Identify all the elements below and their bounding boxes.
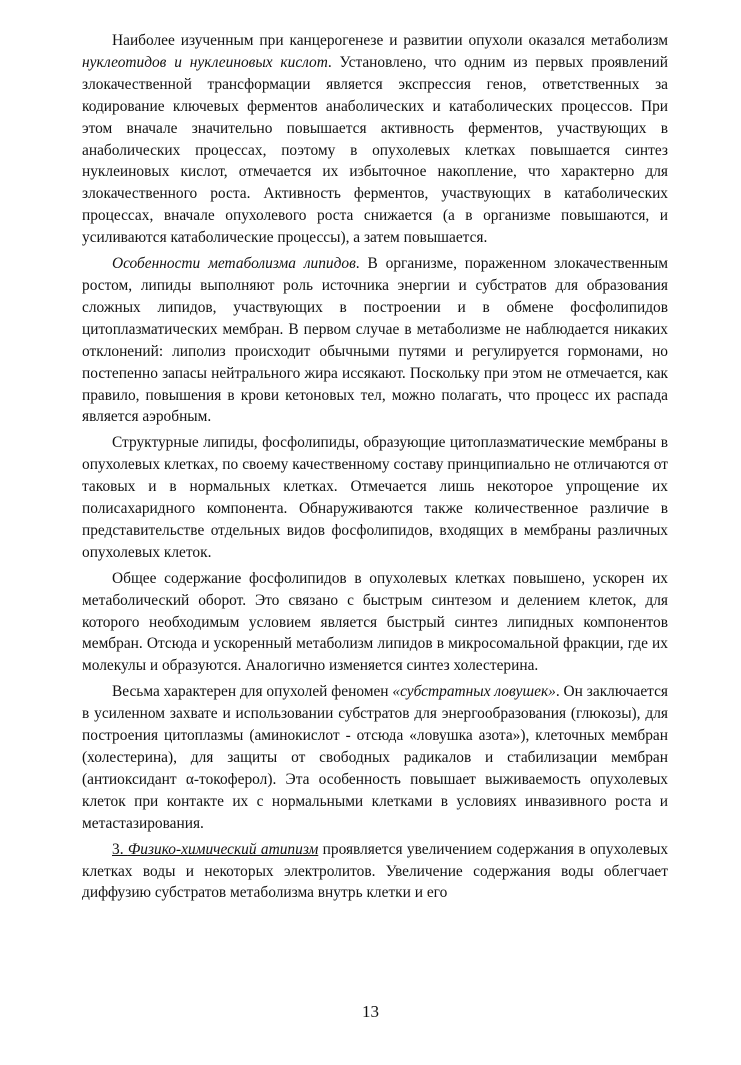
body-text bbox=[82, 30, 668, 904]
section-heading-underlined bbox=[112, 841, 318, 858]
paragraph-substrate-traps bbox=[82, 681, 668, 834]
paragraph-text: проявляется увеличением содержания в опухолевых клетках воды и некоторых электролитов. Увеличение содержания воды облегчает диффузию субстратов метаболизма внутрь клетки и его bbox=[82, 840, 669, 902]
paragraph-text: Весьма характерен для опухолей феномен bbox=[112, 683, 393, 701]
paragraph-text: . В организме, пораженном злокачественным ростом, липиды выполняют роль источника энергии и субстратов для образования сложных липидов, участвующих в построении и в обмене фосфолипидов цитоплазматических мембран. В первом случае в метаболизме не наблюдается никаких отклонений: липолиз происходит обычными путями и регулируется гормонами, но постепенно запасы нейтрального жира иссякают. Поскольку при этом не отмечается, как правило, повышения в крови кетоновых тел, можно полагать, что процесс их распада является аэробным. bbox=[82, 255, 668, 426]
paragraph-text: Наиболее изученным при канцерогенезе и развитии опухоли оказался метаболизм bbox=[112, 32, 668, 49]
section-heading-italic: Особенности метаболизма липидов bbox=[112, 255, 356, 273]
section-heading-italic: Физико-химический атипизм bbox=[127, 840, 319, 858]
paragraph-phospholipids bbox=[82, 568, 668, 678]
paragraph-text: Структурные липиды, фосфолипиды, образующие цитоплазматические мембраны в опухолевых клетках, по своему качественному составу принципиально не отличаются от таковых и в нормальных клетках. Отмечается лишь некоторое упрощение их полисахаридного компонента. Обнаруживаются также количественное различие в представительстве отдельных видов фосфолипидов, входящих в мембраны различных опухолевых клеток. bbox=[82, 434, 668, 561]
paragraph-lipid-metabolism bbox=[82, 253, 668, 428]
paragraph-physicochemical-atypism bbox=[82, 839, 668, 905]
paragraph-nucleic-acids bbox=[82, 30, 668, 249]
paragraph-text: . Он заключается в усиленном захвате и использовании субстратов для энергообразования (глюкозы), для построения цитоплазмы (аминокислот - отсюда «ловушка азота»), клеточных мембран (холестерина), для защиты от свободных радикалов и стабилизации мембран (антиоксидант α-токоферол). Эта особенность повышает выживаемость опухолевых клеток при контакте их с нормальными клетками в условиях инвазивного роста и метастазирования. bbox=[82, 683, 668, 832]
emphasis-term: нуклеотидов и нуклеиновых кислот bbox=[82, 53, 328, 71]
paragraph-text: . Установлено, что одним из первых проявлений злокачественной трансформации является экспрессия генов, ответственных за кодирование ключевых ферментов анаболических и катаболических процессов. При этом вначале значительно повышается активность ферментов, участвующих в анаболических процессах, поэтому в опухолевых клетках повышается синтез нуклеиновых кислот, отмечается их избыточное накопление, что характерно для злокачественного роста. Активность ферментов, участвующих в катаболических процессах, вначале опухолевого роста снижается (а в организме повышаются, и усиливаются катаболические процессы), а затем повышается. bbox=[82, 53, 668, 247]
paragraph-structural-lipids bbox=[82, 432, 668, 563]
paragraph-text: Общее содержание фосфолипидов в опухолевых клетках повышено, ускорен их метаболический оборот. Это связано с быстрым синтезом и делением клеток, для которого необходимым условием является быстрый синтез липидных компонентов мембран. Отсюда и ускоренный метаболизм липидов в микросомальной фракции, где их молекулы и образуются. Аналогично изменяется синтез холестерина. bbox=[82, 569, 668, 675]
page-number: 13 bbox=[362, 1002, 379, 1021]
section-number: 3. bbox=[112, 840, 128, 858]
emphasis-term: «субстратных ловушек» bbox=[392, 683, 556, 701]
